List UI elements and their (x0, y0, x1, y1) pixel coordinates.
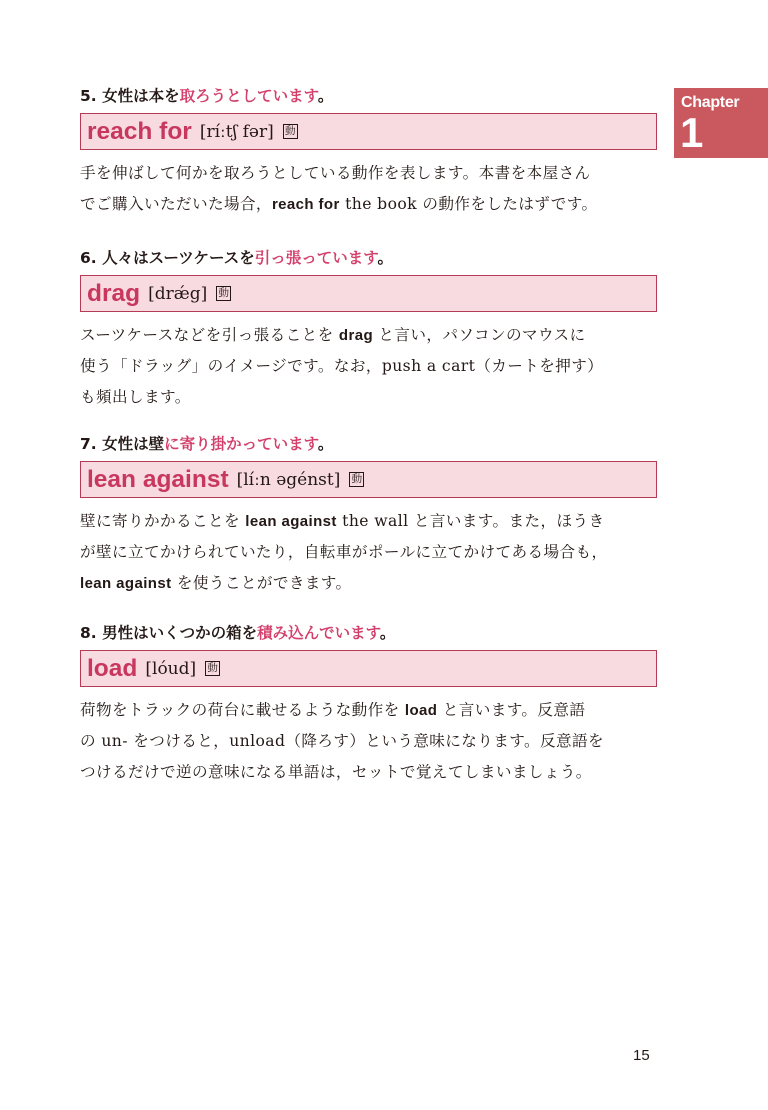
section-number: 7. (80, 435, 97, 453)
description-text: 使う「ドラッグ」のイメージです。なお，push a cart（カートを押す） (80, 357, 604, 375)
section-heading (80, 433, 657, 455)
heading-tail: 。 (317, 87, 334, 105)
vocab-section (80, 622, 657, 788)
heading-text: 男性はいくつかの箱を (102, 624, 258, 642)
heading-text: 女性は本を (102, 87, 180, 105)
heading-highlight: 引っ張っています (254, 249, 378, 267)
description-line (80, 695, 657, 726)
heading-highlight: 取ろうとしています (179, 87, 318, 105)
vocab-section (80, 247, 657, 413)
description-text: the wall と言います。また，ほうき (336, 512, 605, 530)
verb-badge: 動 (216, 286, 231, 301)
heading-tail: 。 (377, 249, 394, 267)
heading-text: 女性は壁 (102, 435, 165, 453)
verb-badge: 動 (205, 661, 220, 676)
description-text: 荷物をトラックの荷台に載せるような動作を (80, 701, 405, 719)
term-word: reach for (87, 117, 192, 145)
description-text: も頻出します。 (80, 388, 191, 406)
description-line (80, 757, 657, 788)
heading-tail: 。 (317, 435, 334, 453)
description-line (80, 158, 657, 189)
verb-badge: 動 (349, 472, 364, 487)
term-box (80, 275, 657, 312)
description-text: の un- をつけると，unload（降ろす）という意味になります。反意語を (80, 732, 604, 750)
description (80, 695, 657, 788)
term-bold: load (404, 702, 438, 719)
term-box (80, 650, 657, 687)
description-line (80, 726, 657, 757)
description-line (80, 382, 657, 413)
section-heading (80, 622, 657, 644)
description-text: つけるだけで逆の意味になる単語は，セットで覚えてしまいましょう。 (80, 763, 592, 781)
term-bold: lean against (245, 513, 337, 530)
section-heading (80, 247, 657, 269)
term-word: drag (87, 279, 141, 307)
chapter-number: 1 (680, 109, 704, 156)
section-number: 6. (80, 249, 97, 267)
description-text: スーツケースなどを引っ張ることを (80, 326, 339, 344)
term-word: lean against (87, 465, 229, 493)
description-text: と言います。反意語 (437, 701, 586, 719)
term-bold: lean against (80, 575, 172, 592)
description-text: 壁に寄りかかることを (80, 512, 246, 530)
chapter-label: Chapter (681, 94, 740, 111)
term-word: load (87, 654, 138, 682)
description-text: が壁に立てかけられていたり，自転車がポールに立てかけてある場合も， (80, 543, 608, 561)
description-line (80, 189, 657, 220)
description (80, 158, 657, 220)
pronunciation: [ríːtʃ fər] (199, 121, 274, 142)
description-text: the book の動作をしたはずです。 (339, 195, 598, 213)
heading-highlight: に寄り掛かっています (164, 435, 318, 453)
description-text: 手を伸ばして何かを取ろうとしている動作を表します。本書を本屋さん (80, 164, 591, 182)
section-number: 5. (80, 87, 97, 105)
heading-tail: 。 (379, 624, 396, 642)
term-box (80, 113, 657, 150)
heading-text: 人々はスーツケースを (102, 249, 255, 267)
description-line (80, 351, 657, 382)
page-number: 15 (633, 1047, 650, 1064)
section-number: 8. (80, 624, 97, 642)
description-text: でご購入いただいた場合， (80, 195, 272, 213)
verb-badge: 動 (283, 124, 298, 139)
section-heading (80, 85, 657, 107)
description-text: と言い，パソコンのマウスに (373, 326, 586, 344)
description (80, 506, 657, 599)
term-bold: drag (338, 327, 374, 344)
description-line (80, 320, 657, 351)
description-line (80, 506, 657, 537)
pronunciation: [drǽg] (148, 283, 208, 304)
description (80, 320, 657, 413)
description-line (80, 537, 657, 568)
description-line (80, 568, 657, 599)
pronunciation: [lóud] (145, 658, 197, 679)
vocab-section (80, 433, 657, 599)
term-box (80, 461, 657, 498)
vocab-section (80, 85, 657, 220)
pronunciation: [líːn əgénst] (236, 469, 341, 490)
description-text: を使うことができます。 (171, 574, 352, 592)
chapter-tab (674, 88, 768, 158)
term-bold: reach for (271, 196, 340, 213)
heading-highlight: 積み込んでいます (257, 624, 380, 642)
